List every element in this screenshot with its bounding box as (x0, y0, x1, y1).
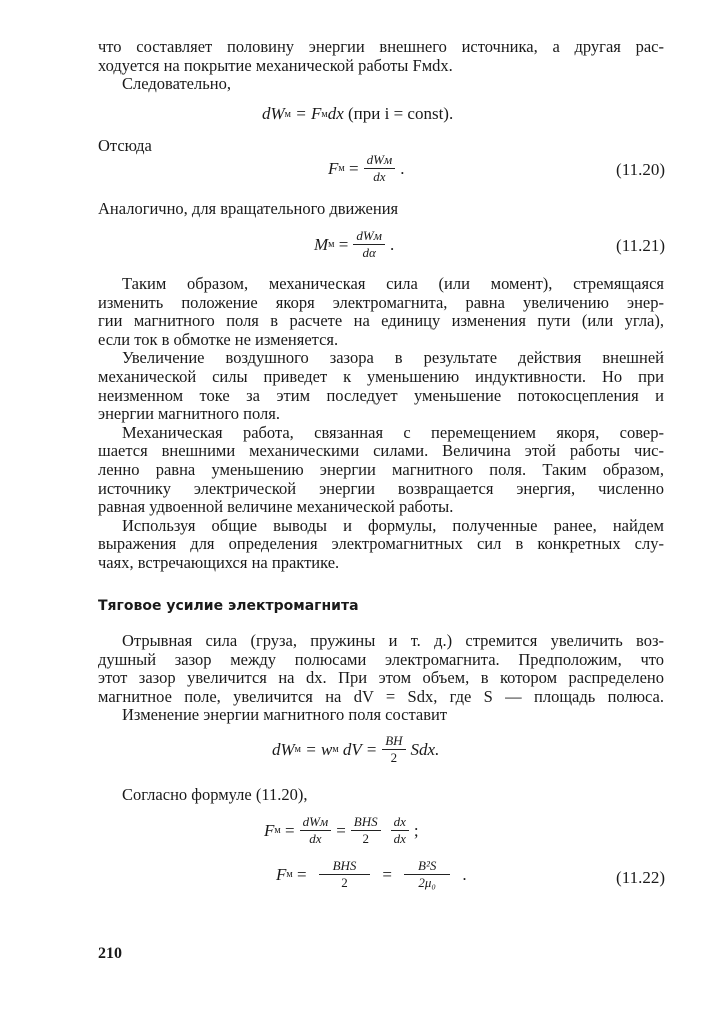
text-line: Механическая работа, связанная с перемещением якоря, совер- (122, 422, 664, 442)
top-paragraph (98, 38, 664, 94)
eq-part: dx (327, 104, 344, 123)
fraction (364, 152, 396, 185)
numerator: BHS (319, 858, 371, 875)
numerator: BH (382, 733, 405, 750)
text-line: этот зазор увеличится на dx. При этом объем, в котором распределено (98, 668, 664, 688)
eq-part: dW (262, 104, 285, 123)
equation-number: (11.21) (616, 236, 665, 255)
text-line: чаях, встречающихся на практике. (98, 552, 340, 572)
eq-part: = (284, 820, 295, 840)
numerator: dx (391, 814, 409, 831)
text-line: гии магнитного поля в расчете на единицу изменения пути (или угла), (98, 311, 664, 331)
text-line: Увеличение воздушного зазора в результате действия внешней (122, 348, 664, 368)
text-line: шается внешними механическими силами. Величина этой работы чис- (98, 441, 664, 461)
eq-part: = (338, 234, 349, 254)
eq-condition: (при i = const). (347, 104, 454, 123)
text-line: Согласно формуле (11.20), (122, 785, 308, 804)
fraction (319, 858, 371, 891)
eq-sub: м (274, 825, 281, 836)
text-line: изменить положение якоря электромагнита, равна увеличению энер- (98, 292, 664, 312)
numerator: dWм (300, 814, 332, 831)
text-line: равная удвоенной величине механической работы. (98, 497, 454, 517)
equation-number: (11.20) (616, 160, 665, 179)
body-paragraphs (98, 275, 664, 573)
fraction (404, 858, 450, 891)
text-line: Аналогично, для вращательного движения (98, 199, 399, 218)
eq-part: . (400, 158, 405, 178)
eq-part: = w (305, 739, 333, 759)
denominator: 2 (390, 750, 398, 765)
text-line: ходуется на покрытие механической работы Fмdx. (98, 55, 453, 75)
eq-part: dW (272, 739, 295, 759)
eq-sub: м (284, 108, 291, 120)
eq-sub: м (321, 108, 328, 120)
equation-11-20 (328, 152, 404, 185)
text-line: Изменение энергии магнитного поля составит (122, 705, 448, 725)
eq-part: = (382, 864, 392, 884)
equation-11-21 (314, 228, 394, 261)
text-line: источнику электрической энергии возвращается энергия, численно (98, 478, 664, 498)
section-heading: Тяговое усилие электромагнита (98, 598, 359, 614)
eq-part: dV = (342, 739, 378, 759)
denominator: dα (362, 245, 376, 260)
page-number: 210 (98, 945, 122, 962)
eq-part: = F (295, 104, 322, 123)
fraction (353, 228, 385, 261)
text-line: механической силы приведет к уменьшению индуктивности. Но при (98, 366, 664, 386)
eq-sub: м (332, 744, 339, 755)
eq-part: F (264, 820, 275, 840)
text-line: Отрывная сила (груза, пружины и т. д.) стремится увеличить воз- (122, 631, 664, 650)
text-line: что составляет половину энергии внешнего источника, а другая рас- (98, 37, 664, 56)
denominator: dx (373, 169, 386, 184)
numerator: B²S (404, 858, 450, 875)
text-line: Следовательно, (122, 74, 231, 94)
eq-part: = (336, 820, 346, 840)
eq-part: F (328, 158, 339, 178)
fraction (351, 814, 381, 847)
eq-sub: м (328, 239, 335, 250)
numerator: dWм (353, 228, 385, 245)
fraction (300, 814, 332, 847)
equation-force-derivation (264, 814, 419, 847)
numerator: dWм (364, 152, 396, 169)
eq-part: M (314, 234, 329, 254)
text-line: если ток в обмотке не изменяется. (98, 329, 339, 349)
eq-sub: м (286, 869, 293, 880)
equation-number: (11.22) (616, 868, 665, 887)
denominator: dx (309, 831, 322, 846)
text-line: энергии магнитного поля. (98, 404, 280, 424)
equation-energy-change (272, 733, 439, 766)
text-line: магнитное поле, увеличится на dV = Sdx, где S — площадь полюса. (98, 686, 664, 706)
analog-block (98, 200, 664, 219)
soglasno-block (98, 786, 664, 805)
denominator: 2 (341, 875, 348, 890)
eq-part: F (276, 864, 287, 884)
eq-sub: м (338, 163, 345, 174)
text-line: душный зазор между полюсами электромагнита. Предположим, что (98, 649, 664, 669)
text-line: ленно равна уменьшению энергии магнитного поля. Таким образом, (98, 459, 664, 479)
text-line: неизменном токе за этим последует уменьшение потокосцепления и (98, 385, 664, 405)
fraction (391, 814, 409, 847)
denominator: dx (393, 831, 406, 846)
eq-part: = (296, 864, 307, 884)
numerator: BHS (351, 814, 381, 831)
equation-11-22 (276, 858, 467, 891)
section-paragraph (98, 632, 664, 725)
eq-sub: м (294, 744, 301, 755)
eq-part: Sdx. (410, 739, 440, 759)
eq-part: . (462, 864, 467, 884)
text-line: выражения для определения электромагнитных сил в конкретных слу- (98, 534, 664, 554)
text-line: Используя общие выводы и формулы, полученные ранее, найдем (122, 515, 664, 535)
eq-part: ; (413, 820, 419, 840)
equation-work (262, 104, 453, 124)
eq-part: . (389, 234, 395, 254)
text-line: Отсюда (98, 136, 152, 155)
denominator: 2 (362, 831, 369, 846)
text-line: Таким образом, механическая сила (или момент), стремящаяся (122, 274, 664, 293)
fraction (382, 733, 405, 766)
eq-part: = (348, 158, 359, 178)
denominator: 2μ₀ (418, 875, 436, 890)
